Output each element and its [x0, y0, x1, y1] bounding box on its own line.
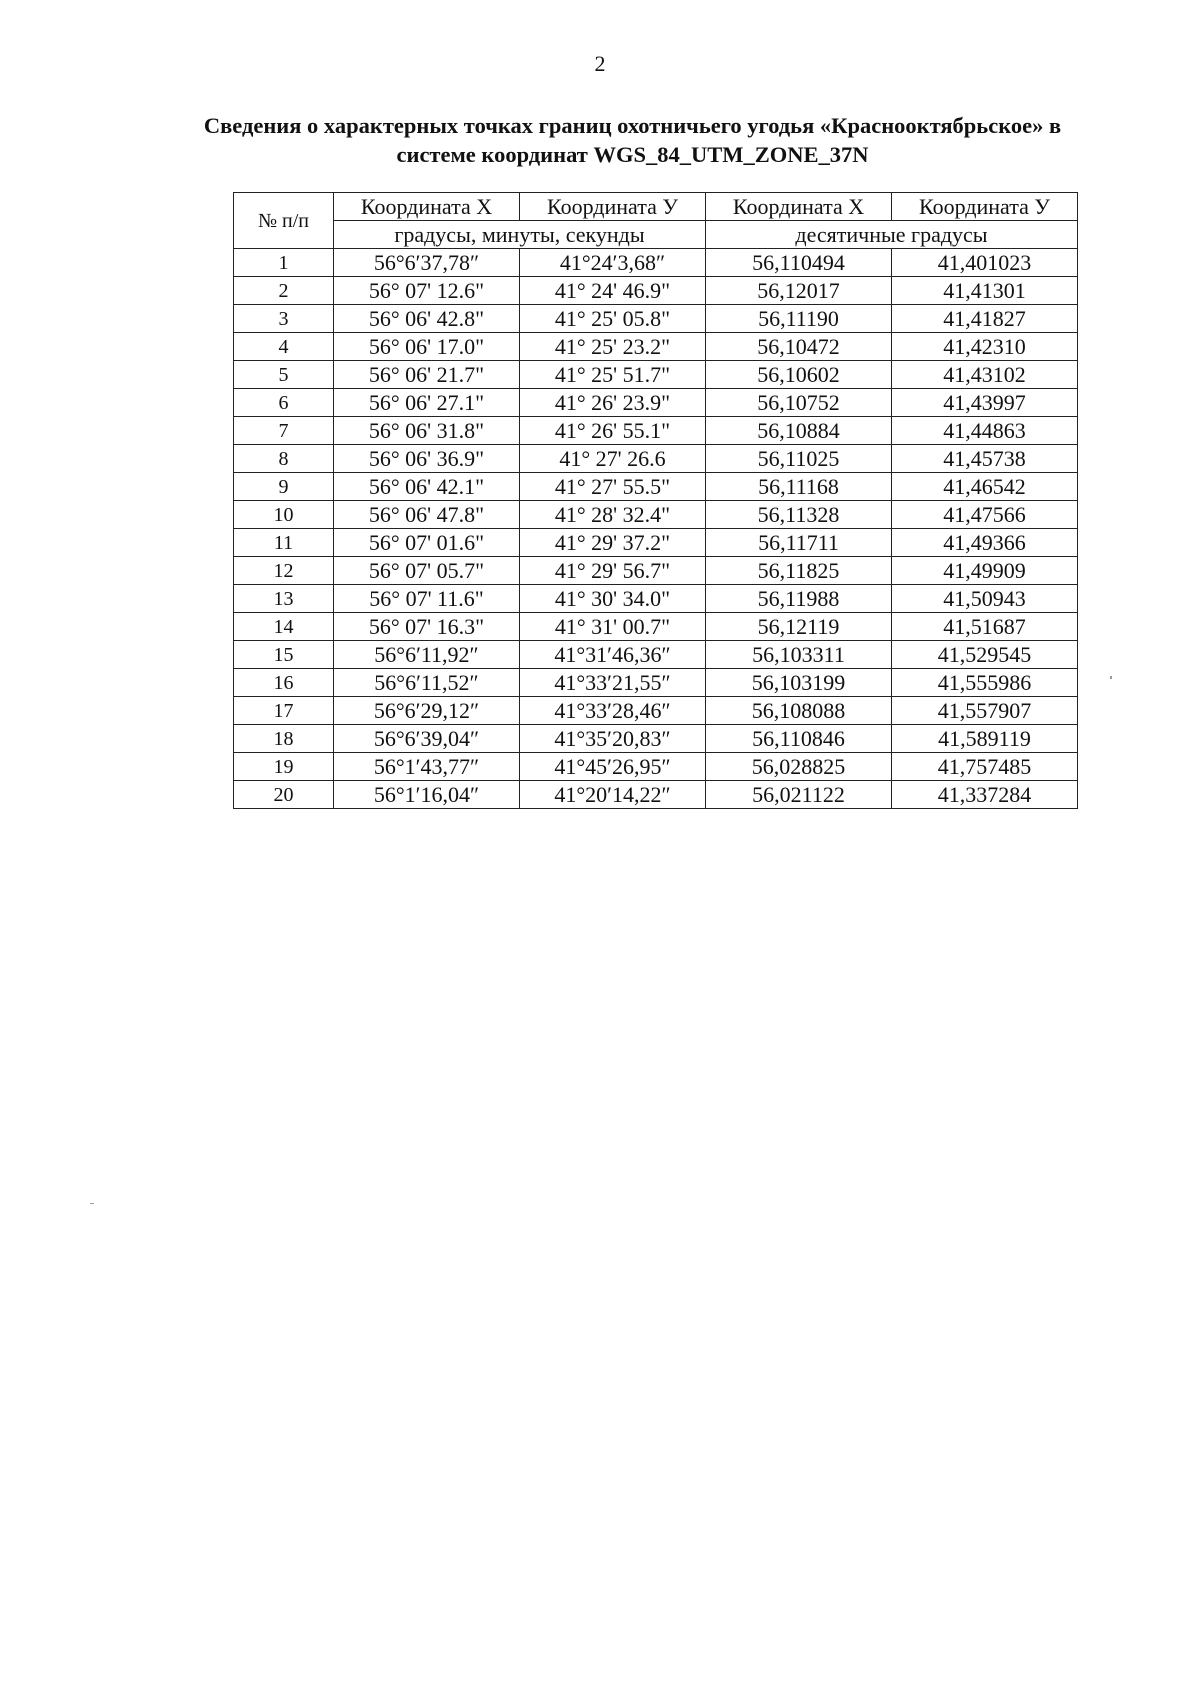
- cell-x-dms: 56°1′43,77″: [334, 753, 520, 781]
- cell-y-decimal: 41,589119: [892, 725, 1078, 753]
- cell-x-decimal: 56,103199: [706, 669, 892, 697]
- header-row-1: [234, 193, 1078, 221]
- table-row: [234, 361, 1078, 389]
- row-number: 10: [234, 501, 334, 529]
- row-number: 3: [234, 305, 334, 333]
- cell-x-decimal: 56,11168: [706, 473, 892, 501]
- table-row: [234, 725, 1078, 753]
- cell-x-decimal: 56,10752: [706, 389, 892, 417]
- cell-y-dms: 41° 27' 26.6: [520, 445, 706, 473]
- table-row: [234, 249, 1078, 277]
- cell-x-decimal: 56,11025: [706, 445, 892, 473]
- row-number: 7: [234, 417, 334, 445]
- header-x-decimal: Координата Х: [706, 193, 892, 221]
- cell-y-dms: 41° 25' 05.8": [520, 305, 706, 333]
- cell-y-decimal: 41,401023: [892, 249, 1078, 277]
- row-number: 8: [234, 445, 334, 473]
- cell-x-dms: 56°6′11,52″: [334, 669, 520, 697]
- cell-y-decimal: 41,45738: [892, 445, 1078, 473]
- scan-speck: [1110, 676, 1112, 679]
- cell-y-decimal: 41,337284: [892, 781, 1078, 809]
- table-row: [234, 641, 1078, 669]
- cell-y-dms: 41° 30' 34.0": [520, 585, 706, 613]
- cell-x-decimal: 56,11711: [706, 529, 892, 557]
- row-number: 5: [234, 361, 334, 389]
- header-group-decimal: десятичные градусы: [706, 221, 1078, 249]
- table-body: [234, 249, 1078, 809]
- cell-y-decimal: 41,51687: [892, 613, 1078, 641]
- table-row: [234, 389, 1078, 417]
- cell-x-decimal: 56,11825: [706, 557, 892, 585]
- cell-x-decimal: 56,12017: [706, 277, 892, 305]
- table-row: [234, 781, 1078, 809]
- cell-y-dms: 41°33′28,46″: [520, 697, 706, 725]
- header-row-2: [234, 221, 1078, 249]
- page-number: 2: [594, 51, 606, 76]
- table-row: [234, 277, 1078, 305]
- cell-y-dms: 41°24′3,68″: [520, 249, 706, 277]
- cell-x-decimal: 56,110846: [706, 725, 892, 753]
- header-group-dms: градусы, минуты, секунды: [334, 221, 706, 249]
- cell-y-dms: 41° 26' 23.9": [520, 389, 706, 417]
- cell-y-dms: 41° 24' 46.9": [520, 277, 706, 305]
- row-number: 12: [234, 557, 334, 585]
- table-row: [234, 585, 1078, 613]
- table-row: [234, 473, 1078, 501]
- cell-x-decimal: 56,028825: [706, 753, 892, 781]
- table-row: [234, 333, 1078, 361]
- cell-y-decimal: 41,44863: [892, 417, 1078, 445]
- row-number: 19: [234, 753, 334, 781]
- cell-x-decimal: 56,11988: [706, 585, 892, 613]
- table-row: [234, 417, 1078, 445]
- table-row: [234, 445, 1078, 473]
- cell-x-dms: 56° 06' 42.1": [334, 473, 520, 501]
- cell-y-decimal: 41,47566: [892, 501, 1078, 529]
- header-x-dms: Координата Х: [334, 193, 520, 221]
- row-number: 18: [234, 725, 334, 753]
- cell-y-dms: 41°33′21,55″: [520, 669, 706, 697]
- table-row: [234, 697, 1078, 725]
- cell-x-decimal: 56,110494: [706, 249, 892, 277]
- title-line-2: системе координат WGS_84_UTM_ZONE_37N: [396, 142, 869, 167]
- cell-y-decimal: 41,42310: [892, 333, 1078, 361]
- cell-y-decimal: 41,43102: [892, 361, 1078, 389]
- row-number: 4: [234, 333, 334, 361]
- document-title: [150, 111, 1115, 169]
- cell-x-dms: 56°6′37,78″: [334, 249, 520, 277]
- coordinates-table: [233, 192, 1078, 809]
- table-row: [234, 529, 1078, 557]
- row-number: 13: [234, 585, 334, 613]
- table-header: [234, 193, 1078, 249]
- cell-y-decimal: 41,50943: [892, 585, 1078, 613]
- header-y-dms: Координата У: [520, 193, 706, 221]
- cell-y-dms: 41° 31' 00.7": [520, 613, 706, 641]
- cell-y-dms: 41° 27' 55.5": [520, 473, 706, 501]
- cell-x-dms: 56° 07' 16.3": [334, 613, 520, 641]
- cell-y-decimal: 41,557907: [892, 697, 1078, 725]
- cell-y-dms: 41°20′14,22″: [520, 781, 706, 809]
- header-number: № п/п: [234, 193, 334, 249]
- cell-y-decimal: 41,43997: [892, 389, 1078, 417]
- cell-y-decimal: 41,41827: [892, 305, 1078, 333]
- table-row: [234, 501, 1078, 529]
- cell-x-dms: 56° 06' 31.8": [334, 417, 520, 445]
- cell-y-decimal: 41,555986: [892, 669, 1078, 697]
- cell-x-dms: 56° 07' 01.6": [334, 529, 520, 557]
- cell-x-dms: 56° 06' 36.9": [334, 445, 520, 473]
- row-number: 11: [234, 529, 334, 557]
- cell-x-dms: 56° 07' 11.6": [334, 585, 520, 613]
- cell-y-decimal: 41,529545: [892, 641, 1078, 669]
- cell-x-decimal: 56,103311: [706, 641, 892, 669]
- row-number: 15: [234, 641, 334, 669]
- cell-x-dms: 56° 06' 21.7": [334, 361, 520, 389]
- cell-x-decimal: 56,021122: [706, 781, 892, 809]
- cell-y-decimal: 41,41301: [892, 277, 1078, 305]
- row-number: 2: [234, 277, 334, 305]
- row-number: 17: [234, 697, 334, 725]
- cell-x-dms: 56° 06' 27.1": [334, 389, 520, 417]
- table-row: [234, 305, 1078, 333]
- table-row: [234, 613, 1078, 641]
- cell-x-dms: 56°6′29,12″: [334, 697, 520, 725]
- cell-x-dms: 56° 06' 42.8": [334, 305, 520, 333]
- cell-x-decimal: 56,10884: [706, 417, 892, 445]
- cell-x-decimal: 56,11328: [706, 501, 892, 529]
- cell-y-dms: 41° 28' 32.4": [520, 501, 706, 529]
- header-y-decimal: Координата У: [892, 193, 1078, 221]
- cell-x-dms: 56°6′39,04″: [334, 725, 520, 753]
- title-line-1: Сведения о характерных точках границ охотничьего угодья «Краснооктябрьское» в: [203, 113, 1062, 138]
- table-row: [234, 753, 1078, 781]
- row-number: 6: [234, 389, 334, 417]
- cell-y-dms: 41°35′20,83″: [520, 725, 706, 753]
- cell-y-dms: 41° 25' 23.2": [520, 333, 706, 361]
- scan-speck: [90, 1203, 94, 1204]
- cell-x-decimal: 56,10472: [706, 333, 892, 361]
- cell-y-decimal: 41,757485: [892, 753, 1078, 781]
- cell-x-dms: 56° 07' 05.7": [334, 557, 520, 585]
- cell-y-dms: 41° 25' 51.7": [520, 361, 706, 389]
- table-row: [234, 557, 1078, 585]
- cell-x-dms: 56° 06' 17.0": [334, 333, 520, 361]
- cell-x-decimal: 56,12119: [706, 613, 892, 641]
- cell-y-decimal: 41,49366: [892, 529, 1078, 557]
- table-row: [234, 669, 1078, 697]
- cell-x-dms: 56° 06' 47.8": [334, 501, 520, 529]
- cell-y-dms: 41° 29' 37.2": [520, 529, 706, 557]
- row-number: 1: [234, 249, 334, 277]
- cell-x-dms: 56° 07' 12.6": [334, 277, 520, 305]
- row-number: 14: [234, 613, 334, 641]
- cell-y-dms: 41°45′26,95″: [520, 753, 706, 781]
- cell-y-decimal: 41,46542: [892, 473, 1078, 501]
- cell-x-dms: 56°1′16,04″: [334, 781, 520, 809]
- row-number: 9: [234, 473, 334, 501]
- cell-x-decimal: 56,108088: [706, 697, 892, 725]
- cell-x-decimal: 56,10602: [706, 361, 892, 389]
- row-number: 16: [234, 669, 334, 697]
- cell-x-decimal: 56,11190: [706, 305, 892, 333]
- cell-y-decimal: 41,49909: [892, 557, 1078, 585]
- cell-y-dms: 41° 26' 55.1": [520, 417, 706, 445]
- row-number: 20: [234, 781, 334, 809]
- cell-y-dms: 41°31′46,36″: [520, 641, 706, 669]
- cell-x-dms: 56°6′11,92″: [334, 641, 520, 669]
- cell-y-dms: 41° 29' 56.7": [520, 557, 706, 585]
